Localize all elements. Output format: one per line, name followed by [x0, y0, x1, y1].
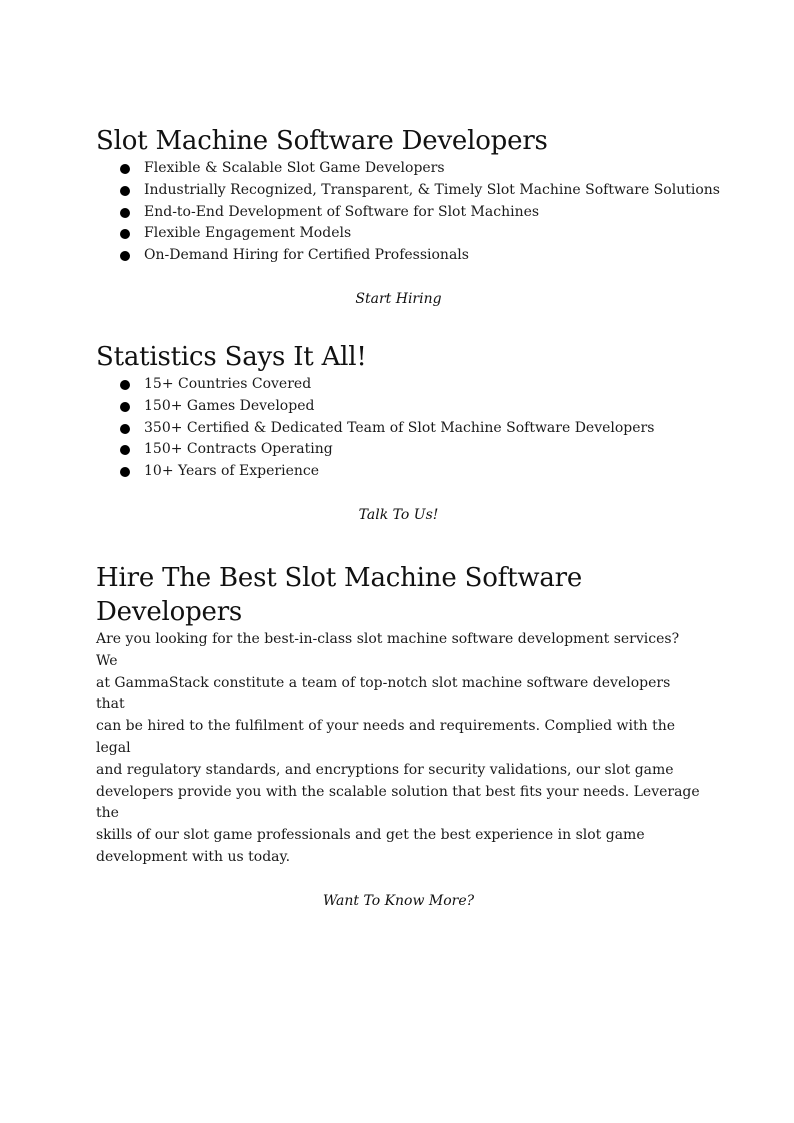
paragraph-line: developers provide you with the scalable solution that best fits your needs. Leverage the [96, 783, 700, 822]
list-item: On-Demand Hiring for Certified Professionals [120, 245, 701, 267]
list-item: End-to-End Development of Software for Slot Machines [120, 202, 701, 224]
paragraph-line: and regulatory standards, and encryptions for security validations, our slot game [96, 761, 674, 778]
section-heading: Slot Machine Software Developers [96, 126, 548, 156]
list-item: Flexible & Scalable Slot Game Developers [120, 158, 701, 180]
want-to-know-more-link[interactable]: Want To Know More? [322, 892, 475, 909]
section-heading [96, 561, 701, 629]
paragraph-line: development with us today. [96, 848, 291, 865]
intro-paragraph [96, 629, 701, 869]
list-item: 150+ Games Developed [120, 396, 701, 418]
list-item: Flexible Engagement Models [120, 223, 701, 245]
paragraph-line: at GammaStack constitute a team of top-notch slot machine software developers that [96, 674, 671, 713]
list-item: 15+ Countries Covered [120, 374, 701, 396]
heading-line: Developers [96, 597, 243, 627]
list-item: 10+ Years of Experience [120, 461, 701, 483]
list-item: 150+ Contracts Operating [120, 439, 701, 461]
start-hiring-link[interactable]: Start Hiring [355, 290, 442, 307]
statistics-list [96, 374, 701, 483]
feature-list [96, 158, 720, 267]
list-item: Industrially Recognized, Transparent, & Timely Slot Machine Software Solutions [120, 180, 701, 202]
section-heading: Statistics Says It All! [96, 342, 367, 372]
paragraph-line: skills of our slot game professionals and get the best experience in slot game [96, 827, 645, 844]
list-item: 350+ Certified & Dedicated Team of Slot Machine Software Developers [120, 418, 701, 440]
talk-to-us-link[interactable]: Talk To Us! [358, 506, 439, 523]
paragraph-line: can be hired to the fulfilment of your needs and requirements. Complied with the legal [96, 718, 675, 756]
heading-line: Hire The Best Slot Machine Software [96, 563, 583, 593]
section-slot-developers [96, 120, 720, 309]
paragraph-line: Are you looking for the best-in-class slot machine software development services? We [96, 631, 680, 669]
section-statistics [96, 340, 701, 525]
section-hire-best [96, 561, 701, 911]
